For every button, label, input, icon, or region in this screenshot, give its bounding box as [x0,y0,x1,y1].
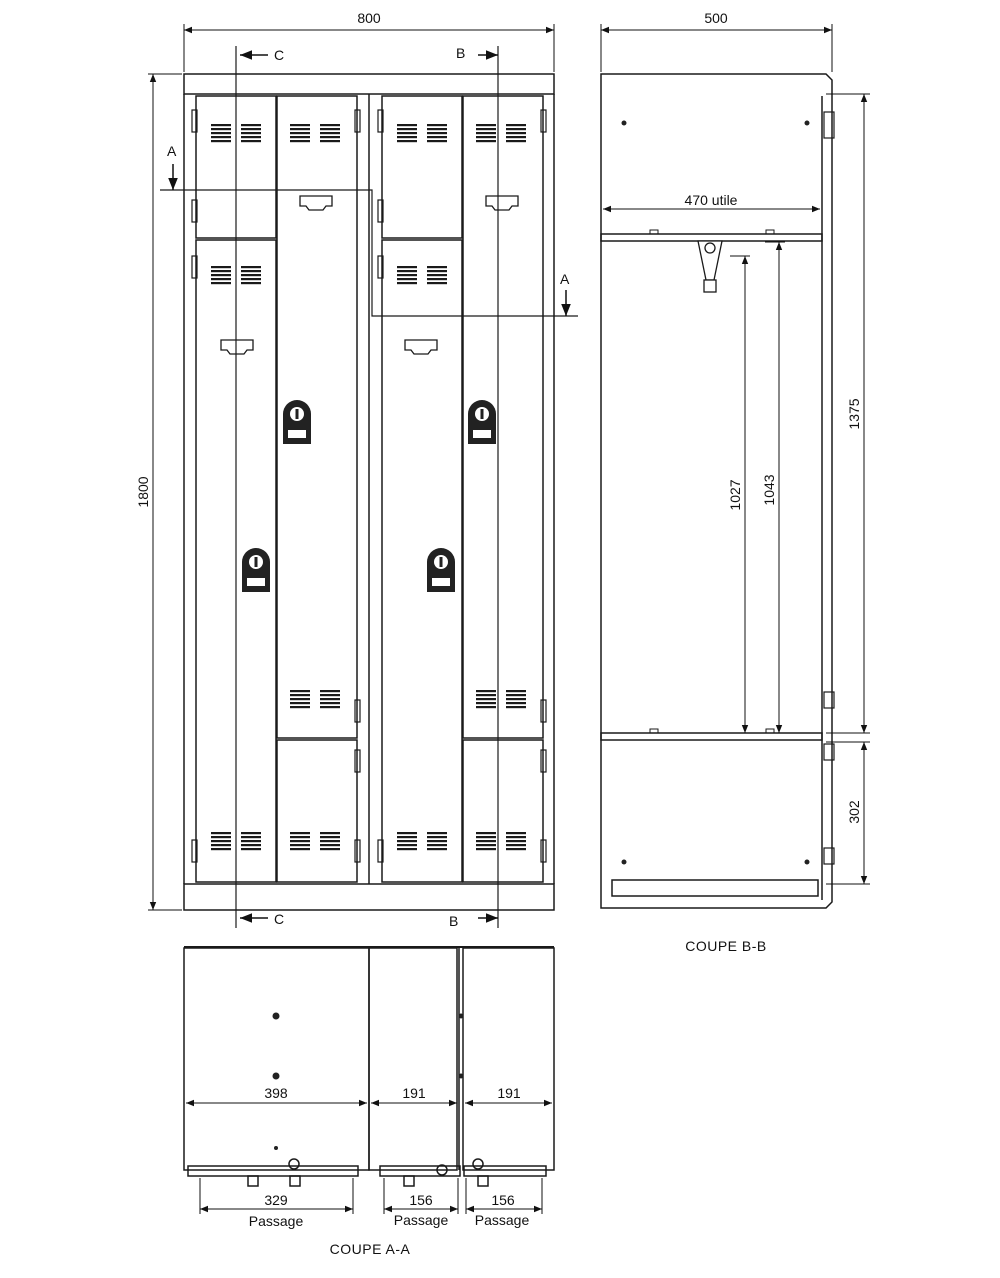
vent-slot [211,136,231,138]
vent-slot [290,132,310,134]
vent-slot [427,136,447,138]
lock-icon [283,400,311,444]
vent-slot [427,844,447,846]
vent-slot [397,132,417,134]
vent-slot [506,702,526,704]
dim-depth-500: 500 [704,10,728,26]
vent-slot [427,266,447,268]
vent-slot [476,702,496,704]
dim-width-800: 800 [357,10,381,26]
vent-slot [320,848,340,850]
vent-slot [506,848,526,850]
vent-slot [320,844,340,846]
dim-156-right: 156 [491,1192,515,1208]
vent-slot [241,848,261,850]
dim-height-1800: 1800 [135,476,151,508]
rivets-aa [273,1013,464,1151]
vent-slot [397,140,417,142]
caption-coupe-bb: COUPE B-B [685,938,767,954]
vent-slot [290,840,310,842]
vent-slot [427,848,447,850]
door-bottom-right [463,740,543,882]
vent-slot [211,128,231,130]
passage-label-2: Passage [393,1212,449,1228]
vent-slot [506,836,526,838]
vent-slot [427,124,447,126]
passage-label-3: Passage [474,1212,530,1228]
vent-slot [211,270,231,272]
dim-shelf-470: 470 utile [684,192,738,208]
vent-slot [290,706,310,708]
vent-slot [506,706,526,708]
vent-slot [290,136,310,138]
door-top-right [382,96,462,238]
upper-shelf [601,234,822,241]
dim-398: 398 [264,1085,288,1101]
vent-slot [476,840,496,842]
vent-slot [290,832,310,834]
vent-slot [476,832,496,834]
vent-slot [241,270,261,272]
vent-slot [427,840,447,842]
door-bottom-left [277,740,357,882]
vent-slot [290,690,310,692]
vent-slot [397,274,417,276]
vent-slot [476,836,496,838]
coat-hook-icon [698,241,722,292]
front-dimensions [148,24,554,910]
lower-shelf [601,733,822,740]
vent-slot [506,128,526,130]
dim-191-left: 191 [402,1085,426,1101]
vent-slot [211,844,231,846]
vent-slot [290,140,310,142]
vent-slot [320,706,340,708]
vent-slot [320,698,340,700]
section-c-label-bottom: C [274,911,285,927]
vent-slot [476,706,496,708]
vent-slot [241,832,261,834]
dim-1027: 1027 [727,479,743,511]
vent-slot [320,124,340,126]
vent-slot [476,136,496,138]
vent-slot [506,140,526,142]
vent-slot [211,848,231,850]
vent-slot [506,844,526,846]
section-aa-view [184,947,554,1186]
vent-slot [241,128,261,130]
lock-icon [242,548,270,592]
vent-slot [506,132,526,134]
vent-slot [427,270,447,272]
vent-slot [397,136,417,138]
vent-slot [211,832,231,834]
vent-slot [241,282,261,284]
vent-slot [476,124,496,126]
vent-slot [241,840,261,842]
vent-slot [211,836,231,838]
vent-slot [397,128,417,130]
vent-slot [506,840,526,842]
vent-slot [211,282,231,284]
vent-slot [476,690,496,692]
vent-slot [397,844,417,846]
vent-slot [211,132,231,134]
vent-slot [506,694,526,696]
vent-slot [320,840,340,842]
vent-slot [241,266,261,268]
vent-slot [427,278,447,280]
vent-slot [476,128,496,130]
vent-slot [290,698,310,700]
vent-slot [290,128,310,130]
section-c-label-top: C [274,47,285,63]
section-b-label-bottom: B [449,913,459,929]
vent-slot [290,836,310,838]
lock-icon [427,548,455,592]
vent-slot [427,836,447,838]
section-bb-dimensions [601,24,870,884]
vent-slot [211,266,231,268]
section-a-label-right: A [560,271,570,287]
vent-slot [241,844,261,846]
vent-slot [397,848,417,850]
vent-slot [427,128,447,130]
vent-slot [397,836,417,838]
vent-slot [476,694,496,696]
vent-slot [427,132,447,134]
vent-slot [427,140,447,142]
vent-slot [241,140,261,142]
vent-slot [241,836,261,838]
dim-329: 329 [264,1192,288,1208]
vent-slot [211,124,231,126]
passage-label-1: Passage [248,1213,304,1229]
vent-slot [290,702,310,704]
vent-slot [320,132,340,134]
vent-slot [320,836,340,838]
dim-1375: 1375 [846,398,862,430]
vent-slot [290,844,310,846]
vent-slot [476,140,496,142]
vent-slot [241,136,261,138]
vent-slot [290,848,310,850]
vent-slot [290,124,310,126]
vent-slot [241,132,261,134]
dim-156-left: 156 [409,1192,433,1208]
vent-slot [506,136,526,138]
vent-slot [320,690,340,692]
caption-coupe-aa: COUPE A-A [329,1241,411,1257]
vent-slot [211,274,231,276]
vent-slot [397,124,417,126]
vent-slot [476,848,496,850]
vent-slot [427,282,447,284]
vent-slot [290,694,310,696]
vent-slot [320,136,340,138]
vent-slot [320,128,340,130]
section-b-label-top: B [456,45,466,61]
vent-slot [397,840,417,842]
vent-slot [506,124,526,126]
lock-icon [468,400,496,444]
vent-slot [476,698,496,700]
vent-slot [506,832,526,834]
vent-slot [320,140,340,142]
vent-slot [211,278,231,280]
vent-slot [506,698,526,700]
section-a-label-left: A [167,143,177,159]
vent-slot [211,140,231,142]
vent-slot [476,844,496,846]
vent-slot [320,832,340,834]
vent-slot [241,278,261,280]
vent-slot [397,270,417,272]
vent-slot [397,832,417,834]
vent-slot [476,132,496,134]
vent-slot [397,266,417,268]
vent-slot [211,840,231,842]
vent-slot [427,832,447,834]
vent-slot [397,282,417,284]
dim-302: 302 [846,800,862,824]
vent-slot [241,274,261,276]
vent-slot [320,702,340,704]
vent-slot [397,278,417,280]
dim-1043: 1043 [761,474,777,506]
vent-slot [427,274,447,276]
dim-191-right: 191 [497,1085,521,1101]
vent-slot [320,694,340,696]
vent-slot [241,124,261,126]
vent-slot [506,690,526,692]
